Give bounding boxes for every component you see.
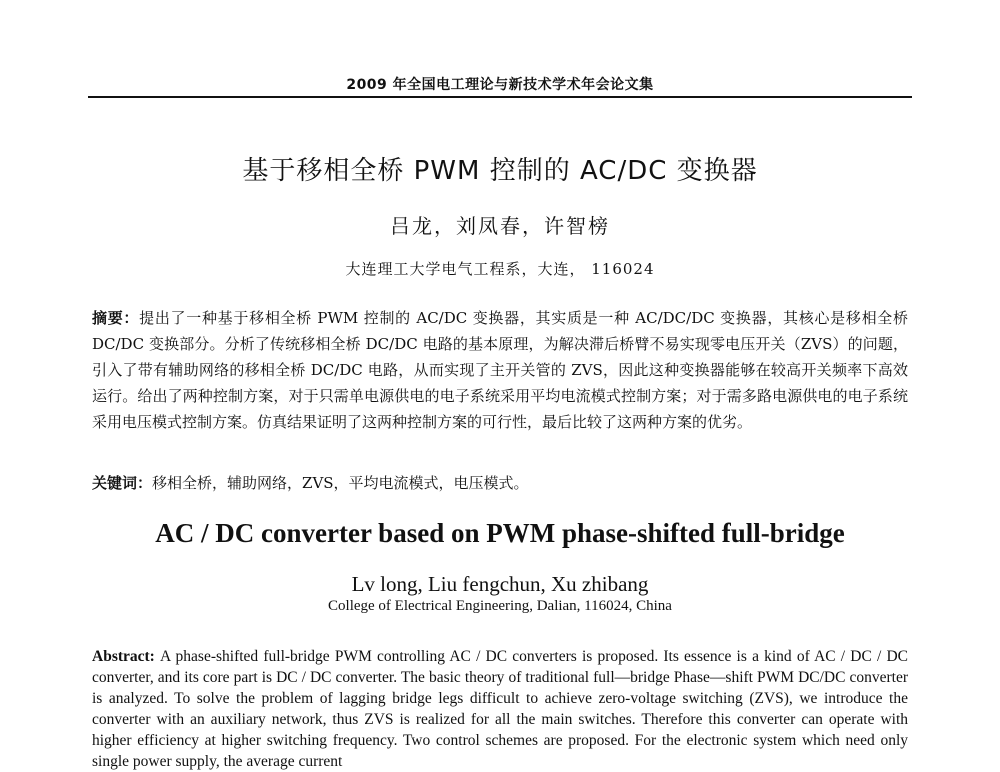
chinese-keywords-text: 移相全桥，辅助网络，ZVS，平均电流模式，电压模式。 <box>152 474 529 492</box>
english-abstract-label: Abstract: <box>92 648 155 665</box>
chinese-keywords-label: 关键词： <box>92 474 153 492</box>
english-abstract-text: A phase-shifted full-bridge PWM controlling AC / DC converters is proposed. Its essence is a kind of AC / DC / DC converter, and its core part is DC / DC converter. The basic theory of traditional full—bridge Phase—shift PWM DC/DC converter is analyzed. To solve the problem of lagging bridge legs difficult to achieve zero-voltage switching (ZVS), we introduce the converter with an auxiliary network, thus ZVS is realized for all the main switches. Therefore this converter can operate with higher efficiency at higher switching frequency. Two control schemes are proposed. For the electronic system which need only single power supply, the average current <box>92 648 908 770</box>
english-affiliation: College of Electrical Engineering, Dalian, 116024, China <box>328 598 672 614</box>
running-header: 2009 年全国电工理论与新技术学术年会论文集 <box>346 77 654 93</box>
chinese-abstract-text: 提出了一种基于移相全桥 PWM 控制的 AC/DC 变换器，其实质是一种 AC/DC/DC 变换器，其核心是移相全桥 DC/DC 变换部分。分析了传统移相全桥 DC/DC 电路的基本原理，为解决滞后桥臂不易实现零电压开关（ZVS）的问题，引入了带有辅助网络的移相全桥 DC/DC 电路，从而实现了主开关管的 ZVS，因此这种变换器能够在较高开关频率下高效运行。给出了两种控制方案，对于只需单电源供电的电子系统采用平均电流模式控制方案；对于需多路电源供电的电子系统采用电压模式控制方案。仿真结果证明了这两种控制方案的可行性，最后比较了这两种方案的优劣。 <box>92 309 908 431</box>
chinese-title: 基于移相全桥 PWM 控制的 AC/DC 变换器 <box>242 156 758 186</box>
english-abstract <box>92 646 908 772</box>
english-title: AC / DC converter based on PWM phase-shifted full-bridge <box>155 518 845 548</box>
chinese-authors: 吕龙，刘凤春，许智榜 <box>390 214 610 238</box>
chinese-affiliation: 大连理工大学电气工程系，大连， 116024 <box>345 260 655 278</box>
english-authors: Lv long, Liu fengchun, Xu zhibang <box>351 572 649 596</box>
chinese-abstract-label: 摘要： <box>92 309 140 327</box>
chinese-abstract <box>92 305 908 435</box>
header-rule <box>88 96 912 98</box>
chinese-keywords <box>92 470 908 496</box>
